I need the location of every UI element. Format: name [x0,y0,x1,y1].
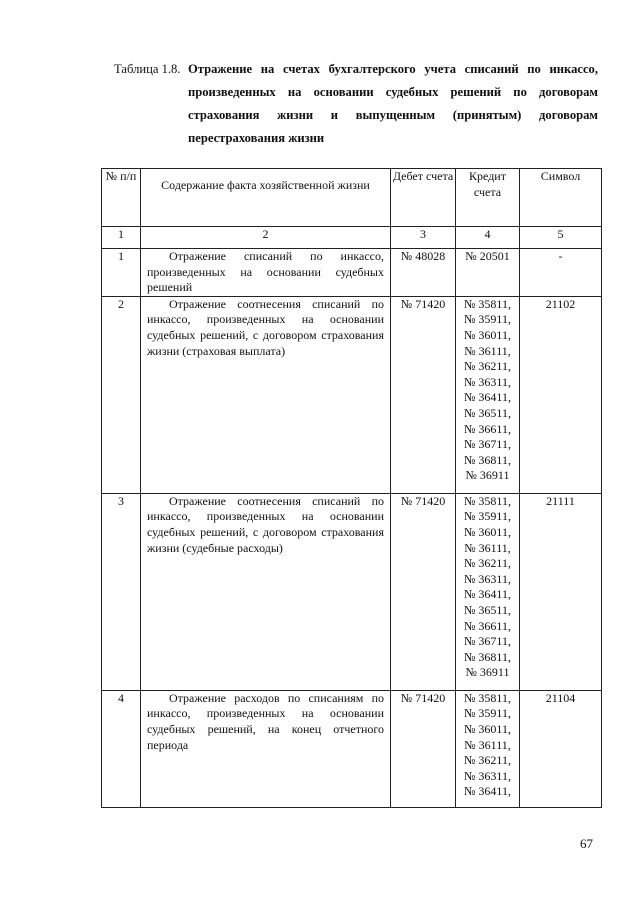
credit-account: № 35911, [463,706,511,721]
column-index: 5 [520,227,602,249]
row-number: 4 [102,690,141,807]
table-row [102,296,602,493]
credit-account: № 36211, [463,359,511,374]
row-debit: № 48028 [391,249,456,297]
credit-account: № 36011, [463,721,511,736]
column-index-row [102,227,602,249]
row-symbol: 21111 [520,493,602,690]
table-row [102,690,602,807]
credit-account: № 36311, [463,374,511,389]
credit-account: № 36411, [463,587,511,602]
credit-account: № 20501 [465,249,510,263]
credit-account: № 36711, [463,634,511,649]
row-debit: № 71420 [391,296,456,493]
credit-account: № 36711, [463,437,511,452]
row-number: 1 [102,249,141,297]
header-credit: Кредит счета [456,169,520,227]
row-number: 3 [102,493,141,690]
credit-account: № 35911, [463,312,511,327]
credit-account: № 35811, [463,296,511,311]
page-number: 67 [580,836,593,851]
column-index: 3 [391,227,456,249]
credit-account: № 36111, [464,540,511,555]
credit-account: № 36911 [465,468,510,483]
credit-account: № 36011, [463,524,511,539]
credit-account: № 36511, [463,405,511,420]
table-caption [114,58,598,150]
column-index: 4 [456,227,520,249]
table-header-row [102,169,602,227]
credit-account: № 36911 [465,665,510,680]
credit-account: № 35811, [463,493,511,508]
row-credit [456,249,520,297]
credit-account: № 36111, [464,343,511,358]
credit-account: № 36411, [463,784,511,799]
column-index: 2 [141,227,391,249]
credit-account: № 36611, [463,421,511,436]
credit-account: № 36311, [463,571,511,586]
row-content: Отражение соотнесения списаний по инкассо, произведенных на основании судебных решений, с договором страхования жизни (судебные расходы) [141,493,391,690]
row-credit [456,690,520,807]
table-row [102,249,602,297]
row-number: 2 [102,296,141,493]
column-index: 1 [102,227,141,249]
credit-account: № 36511, [463,602,511,617]
header-symbol: Символ [520,169,602,227]
credit-account: № 36411, [463,390,511,405]
credit-account: № 36811, [463,649,511,664]
row-symbol: - [520,249,602,297]
row-credit [456,493,520,690]
credit-account: № 36111, [464,737,511,752]
accounting-table [101,168,602,808]
table-caption-label: Таблица 1.8. [114,62,181,76]
credit-account: № 36311, [463,768,511,783]
header-content: Содержание факта хозяйственной жизни [141,169,391,227]
credit-account: № 35811, [463,690,511,705]
row-content: Отражение списаний по инкассо, произведенных на основании судебных решений [141,249,391,297]
credit-account: № 36211, [463,753,511,768]
row-content: Отражение соотнесения списаний по инкассо, произведенных на основании судебных решений, с договором страхования жизни (страховая выплата) [141,296,391,493]
row-symbol: 21102 [520,296,602,493]
row-debit: № 71420 [391,493,456,690]
header-debit: Дебет счета [391,169,456,227]
credit-account: № 36011, [463,327,511,342]
credit-account: № 36811, [463,452,511,467]
credit-account: № 36211, [463,556,511,571]
row-content: Отражение расходов по списаниям по инкассо, произведенных на основании судебных решений, на конец отчетного периода [141,690,391,807]
table-body [102,249,602,808]
credit-account: № 35911, [463,509,511,524]
table-caption-title: Отражение на счетах бухгалтерского учета списаний по инкассо, произведенных на основании судебных решений по договорам страхования жизни и выпущенным (принятым) договорам перестрахования жизни [188,62,598,145]
table-row [102,493,602,690]
row-symbol: 21104 [520,690,602,807]
row-debit: № 71420 [391,690,456,807]
credit-account: № 36611, [463,618,511,633]
header-num: № п/п [102,169,141,227]
row-credit [456,296,520,493]
